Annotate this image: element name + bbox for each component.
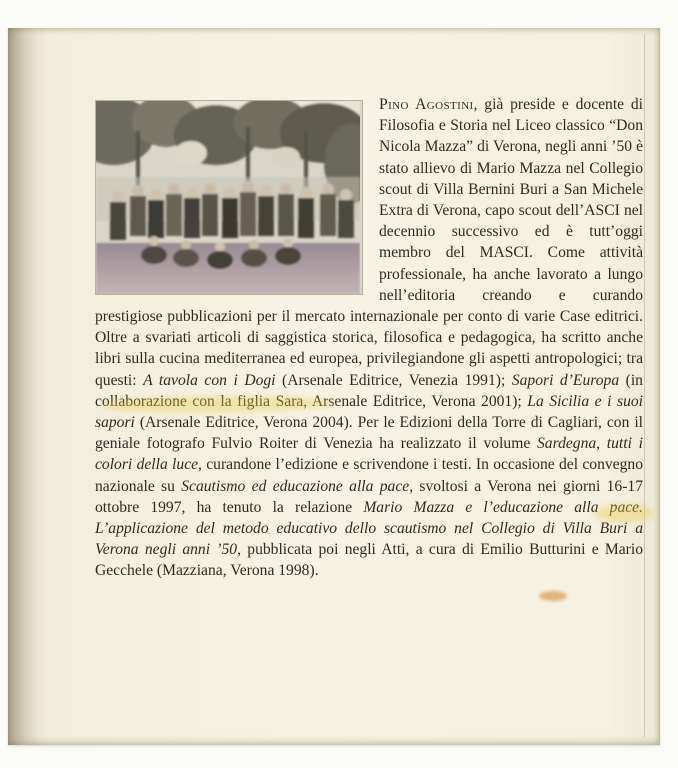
bio-text-segment: Mario Mazza e l’educazione alla pace. L’applicazione del metodo educativo dello scautismo nel Collegio di Villa Buri a Verona negli anni ’50 <box>95 498 644 559</box>
bio-text-segment: , curandone l’edizione e scrivendone i testi. In occasione del convegno nazionale su <box>95 456 643 495</box>
page-binding-shadow <box>8 28 48 745</box>
biography-content <box>95 94 643 582</box>
scout-group-photo <box>95 100 363 295</box>
scout-group-photo-illustration <box>96 101 360 294</box>
page-right-edge <box>644 34 645 737</box>
bio-text-segment: Sardegna, tutti i colori della luce <box>95 435 643 474</box>
bio-text-segment: La Sicilia e i suoi sapori <box>95 392 644 432</box>
bio-text-segment: (Arsenale Editrice, Verona 2004). Per le Edizioni della Torre di Cagliari, con il geniale fotografo Fulvio Roiter di Venezia ha realizzato il volume <box>95 414 643 453</box>
bio-text-segment: (in collaborazione con la figlia Sara, Arsenale Editrice, Verona 2001); <box>95 371 643 410</box>
bio-text-segment: , pubblicata poi negli Atti, a cura di Emilio Butturini e Mario Gecchele (Mazziana, Verona 1998). <box>95 541 644 580</box>
highlighter-mark-orange <box>539 591 567 601</box>
bio-text-segment: , già preside e docente di Filosofia e Storia nel Liceo classico “Don Nicola Mazza” di Verona, negli anni ’50 è stato allievo di Mario Mazza nel Collegio scout di Villa Bernini Buri a San Michele Extra di Verona, capo scout dell’ASCI nel decennio successivo ed è tutt’oggi membro del MASCI. Come attività professionale, ha anche lavorato a lungo nell’editoria creando e curando prestigiose pubblicazioni per il mercato internazionale per conto di varie Case editrici. Oltre a svariati articoli di saggistica storica, filosofica e pedagogica, ha scritto anche libri sulla cucina mediterranea ed europea, privilegiandone gli aspetti antropologici; tra questi: <box>95 96 644 389</box>
bio-text-segment: (Arsenale Editrice, Venezia 1991); <box>275 371 512 389</box>
bio-text-segment: Pino Agostini <box>379 96 474 113</box>
bio-text-segment: , svoltosi a Verona nei giorni 16-17 ottobre 1997, ha tenuto la relazione <box>95 477 643 516</box>
bio-text-segment: Scautismo ed educazione alla pace <box>181 477 410 495</box>
book-page <box>8 28 660 745</box>
bio-text-segment: Sapori d’Europa <box>511 371 620 389</box>
bio-text-segment: A tavola con i Dogi <box>143 371 276 389</box>
